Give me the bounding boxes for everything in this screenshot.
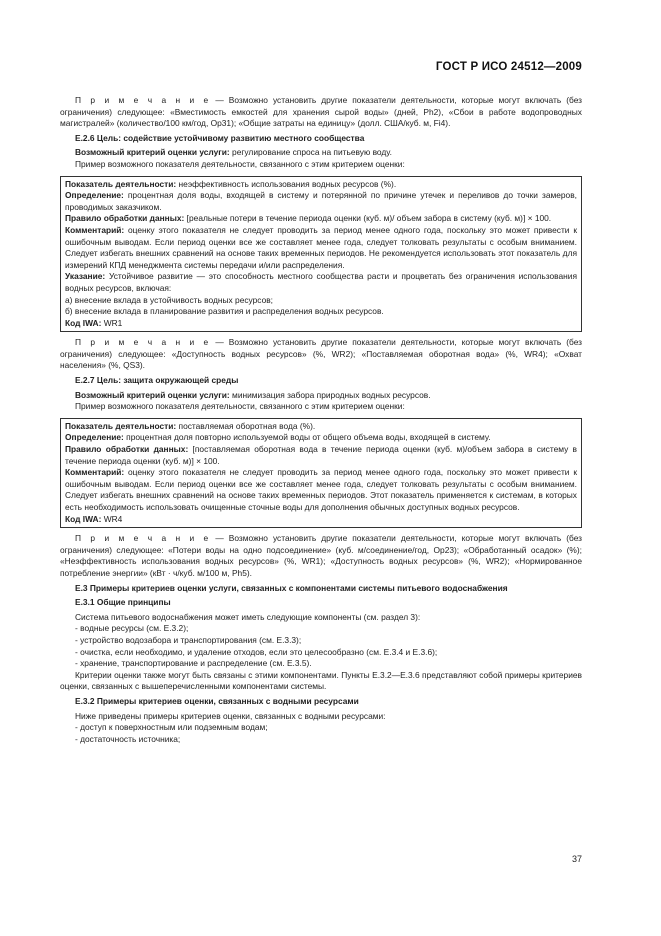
indicator-text: поставляемая оборотная вода (%). bbox=[176, 420, 316, 431]
code-value: WR1 bbox=[101, 317, 123, 328]
comment-line bbox=[65, 225, 577, 271]
note-text: — Возможно установить другие показатели деятельности, которые могут включать (без ограничения) следующее: «Потери воды на одно подсоединение» (куб. м/соединение/год, Op23); «Обработанный осадок» (%); «Неэффективность использования водных ресурсов» (%, WR1); «Доступность водных ресурсов» (%, WR2); «Нормированное потребление энергии» (кВт · ч/куб. м/100 м, Ph5). bbox=[60, 533, 583, 578]
rule-line bbox=[65, 444, 577, 467]
indicator-line bbox=[65, 179, 577, 191]
code-label: Код IWA: bbox=[65, 317, 102, 328]
note-text: — Возможно установить другие показатели деятельности, которые могут включать (без ограничения) следующее: «Вместимость емкостей для хранения сырой воды» (дней, Ph2), «Сбои в работе водопроводных магистралей» (количество/100 км/год, Op31); «Общие затраты на единицу» (долл. США/куб. м, Fi4). bbox=[60, 95, 583, 129]
criterion-paragraph bbox=[60, 147, 582, 159]
list-item: - доступ к поверхностным или подземным водам; bbox=[75, 722, 268, 733]
section-heading-e3: Е.3 Примеры критериев оценки услуги, связанных с компонентами системы питьевого водоснабжения bbox=[75, 582, 508, 593]
criterion-text: регулирование спроса на питьевую воду. bbox=[229, 147, 392, 158]
code-label: Код IWA: bbox=[65, 513, 102, 524]
definition-label: Определение: bbox=[65, 190, 124, 201]
e31-component-list bbox=[60, 623, 582, 669]
e32-criteria-list bbox=[60, 722, 582, 745]
note-box-text: Устойчивое развитие — это способность местного сообщества расти и процветать без ограничения использования водных ресурсов, включая: bbox=[65, 271, 577, 293]
example-intro: Пример возможного показателя деятельности, связанного с этим критерием оценки: bbox=[75, 158, 405, 169]
indicator-box-wr1 bbox=[60, 176, 582, 333]
criterion-label: Возможный критерий оценки услуги: bbox=[75, 147, 230, 158]
comment-label: Комментарий: bbox=[65, 224, 125, 235]
definition-text: процентная доля воды, входящей в систему и потерянной по причине утечек и переливов до точки замеров, проводимых заказчиком. bbox=[65, 190, 577, 212]
list-item: - хранение, транспортирование и распределение (см. Е.3.5). bbox=[75, 658, 312, 669]
list-item: - водные ресурсы (см. Е.3.2); bbox=[75, 623, 189, 634]
section-heading-e27: Е.2.7 Цель: защита окружающей среды bbox=[75, 375, 239, 386]
document-header: ГОСТ Р ИСО 24512—2009 bbox=[435, 61, 582, 73]
definition-text: процентная доля повторно используемой воды от общего объема воды, входящей в систему. bbox=[123, 432, 491, 443]
comment-text: оценку этого показателя не следует проводить за период менее одного года, поскольку это может привести к ошибочным выводам. Если период оценки все же составляет менее года, следует толковать результаты с особым вниманием. Следует избегать внешних сравнений на основе таких временных периодов. Этот показатель применяется к системам, в которых есть необходимость использовать очищенные сточные воды для дополнения обычных доступных водных ресурсов. bbox=[65, 467, 577, 512]
note-label: П р и м е ч а н и е bbox=[75, 533, 211, 544]
rule-text: [поставляемая оборотная вода в течение периода оценки (куб. м)/объем забора в систему в течение периода оценки (куб. м)] × 100. bbox=[65, 444, 578, 466]
note-box-label: Указание: bbox=[65, 271, 106, 282]
e31-outro: Критерии оценки также могут быть связаны с этими компонентами. Пункты Е.3.2—Е.3.6 представляют собой примеры критериев оценки, связанных с вышеперечисленными компонентами системы. bbox=[60, 669, 582, 692]
code-line bbox=[65, 318, 577, 330]
e31-intro: Система питьевого водоснабжения может иметь следующие компоненты (см. раздел 3): bbox=[75, 611, 421, 622]
indicator-label: Показатель деятельности: bbox=[65, 178, 177, 189]
list-item: а) внесение вклада в устойчивость водных ресурсов; bbox=[65, 294, 274, 305]
note-paragraph bbox=[60, 337, 582, 372]
section-heading-e32: Е.3.2 Примеры критериев оценки, связанных с водными ресурсами bbox=[75, 695, 359, 706]
indicator-text: неэффективность использования водных ресурсов (%). bbox=[176, 178, 397, 189]
list-item: - достаточность источника; bbox=[75, 733, 181, 744]
rule-label: Правило обработки данных: bbox=[65, 213, 185, 224]
criterion-label: Возможный критерий оценки услуги: bbox=[75, 389, 230, 400]
indicator-label: Показатель деятельности: bbox=[65, 420, 177, 431]
page-number: 37 bbox=[571, 854, 582, 864]
definition-label: Определение: bbox=[65, 432, 124, 443]
rule-line bbox=[65, 213, 577, 225]
list-item: б) внесение вклада в планирование развития и распределения водных ресурсов. bbox=[65, 306, 384, 317]
code-line bbox=[65, 514, 577, 526]
criterion-paragraph bbox=[60, 390, 582, 402]
note-paragraph bbox=[60, 533, 582, 579]
definition-line bbox=[65, 190, 577, 213]
definition-line bbox=[65, 432, 577, 444]
section-heading-e31: Е.3.1 Общие принципы bbox=[75, 597, 171, 608]
note-text: — Возможно установить другие показатели деятельности, которые могут включать (без ограничения) следующее: «Доступность водных ресурсов» (%, WR2); «Поставляемая оборотная вода» (%, WR4); «Охват населения» (%, QS3). bbox=[60, 337, 583, 371]
criterion-text: минимизация забора природных водных ресурсов. bbox=[229, 389, 431, 400]
page-content bbox=[60, 95, 582, 745]
comment-line bbox=[65, 467, 577, 513]
list-item: - очистка, если необходимо, и удаление отходов, если это целесообразно (см. Е.3.4 и Е.3.6); bbox=[75, 646, 438, 657]
indicator-box-wr4 bbox=[60, 418, 582, 528]
comment-text: оценку этого показателя не следует проводить за период менее одного года, поскольку это может привести к ошибочным выводам. Если период оценки все же составляет менее года, следует толковать результаты с особым вниманием. Следует избегать внешних сравнений на основе таких временных периодов. Не рекомендуется использовать этот показатель для измерений КПД менеджмента системы передачи и/или распределения. bbox=[65, 224, 577, 270]
example-intro: Пример возможного показателя деятельности, связанного с этим критерием оценки: bbox=[75, 401, 405, 412]
section-heading-e26: Е.2.6 Цель: содействие устойчивому развитию местного сообщества bbox=[75, 132, 365, 143]
note-line bbox=[65, 271, 577, 294]
rule-label: Правило обработки данных: bbox=[65, 444, 189, 455]
comment-label: Комментарий: bbox=[65, 467, 125, 478]
rule-text: [реальные потери в течение периода оценки (куб. м)/ объем забора в систему (куб. м)] × 100. bbox=[184, 213, 552, 224]
e32-intro: Ниже приведены примеры критериев оценки, связанных с водными ресурсами: bbox=[75, 710, 386, 721]
indicator-line bbox=[65, 421, 577, 433]
note-paragraph bbox=[60, 95, 582, 130]
note-label: П р и м е ч а н и е bbox=[75, 95, 211, 105]
code-value: WR4 bbox=[101, 513, 123, 524]
note-label: П р и м е ч а н и е bbox=[75, 337, 211, 348]
list-item: - устройство водозабора и транспортирования (см. Е.3.3); bbox=[75, 634, 302, 645]
